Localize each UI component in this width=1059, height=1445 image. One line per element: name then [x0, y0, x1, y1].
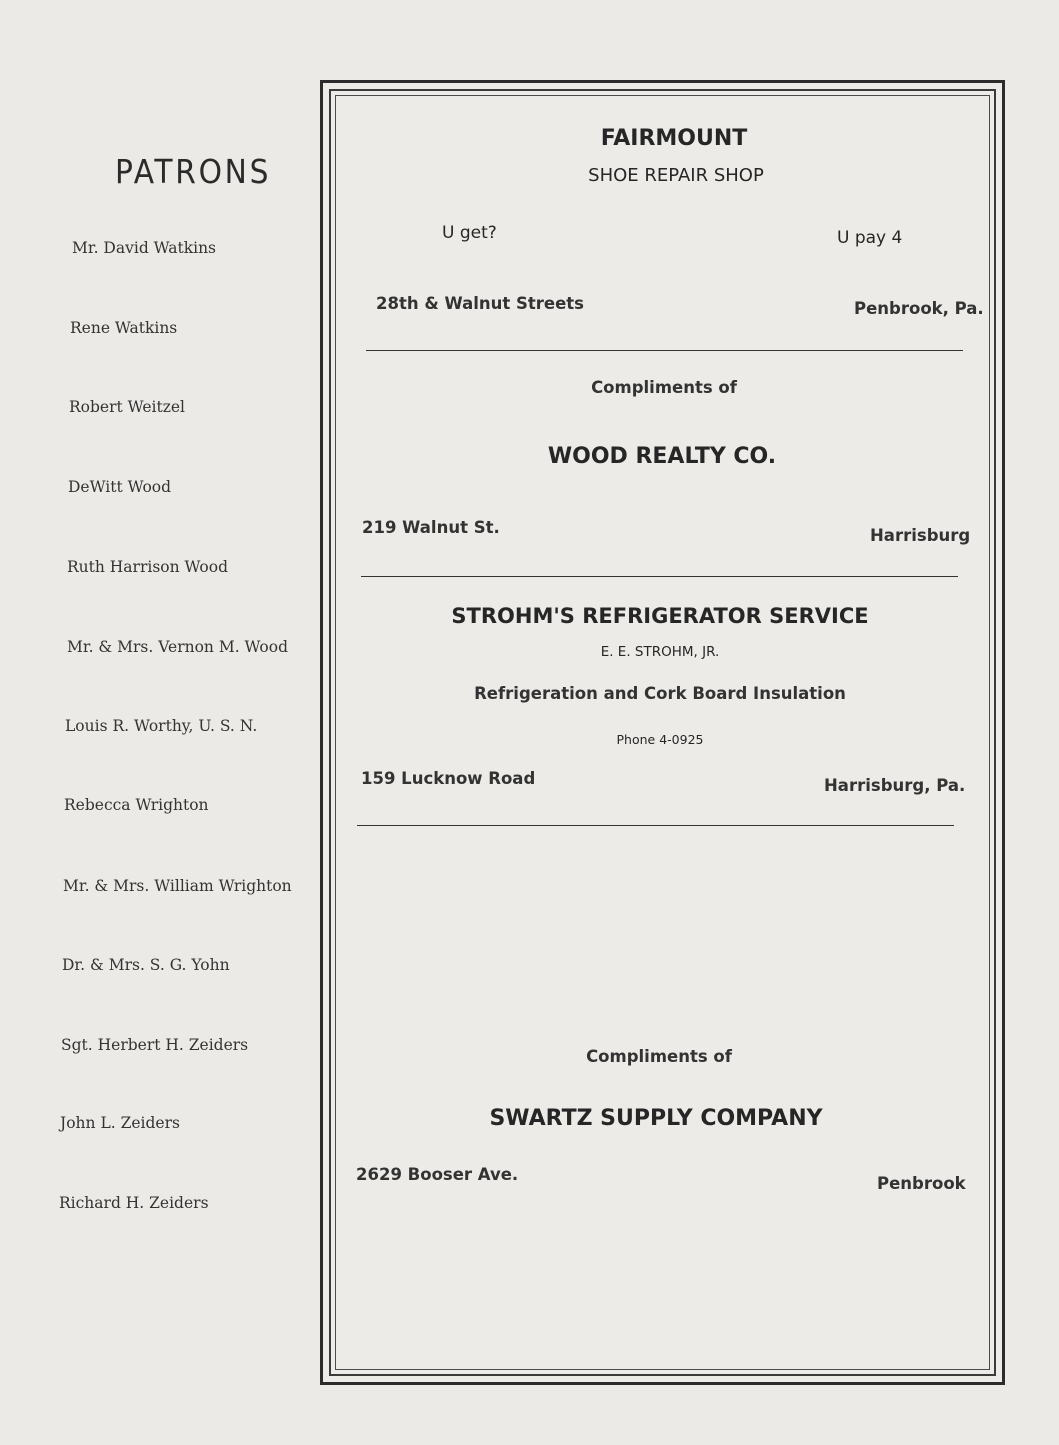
- patron-name: Ruth Harrison Wood: [67, 558, 228, 576]
- fairmount-name: FAIRMOUNT: [600, 126, 748, 151]
- fairmount-subtitle: SHOE REPAIR SHOP: [588, 165, 764, 186]
- strohm-name: STROHM'S REFRIGERATOR SERVICE: [451, 604, 869, 628]
- swartz-address: 2629 Booser Ave.: [356, 1165, 519, 1184]
- strohm-phone: Phone 4-0925: [616, 732, 704, 747]
- fairmount-city: Penbrook, Pa.: [854, 299, 984, 318]
- patron-name: Richard H. Zeiders: [59, 1194, 209, 1212]
- strohm-services: Refrigeration and Cork Board Insulation: [474, 684, 846, 703]
- patron-name: Robert Weitzel: [69, 398, 185, 416]
- patron-name: Sgt. Herbert H. Zeiders: [61, 1036, 249, 1054]
- section-divider: [366, 350, 963, 351]
- patron-name: Mr. & Mrs. William Wrighton: [63, 877, 292, 895]
- patron-name: Mr. & Mrs. Vernon M. Wood: [67, 638, 289, 656]
- fairmount-address: 28th & Walnut Streets: [376, 294, 584, 313]
- swartz-intro: Compliments of: [586, 1047, 732, 1066]
- fairmount-slogan-right: U pay 4: [837, 228, 903, 248]
- patron-name: Rebecca Wrighton: [64, 796, 209, 814]
- wood-realty-city: Harrisburg: [870, 526, 971, 545]
- patron-name: DeWitt Wood: [68, 478, 172, 496]
- section-divider: [357, 825, 954, 826]
- strohm-address: 159 Lucknow Road: [361, 769, 536, 788]
- patron-name: Rene Watkins: [70, 319, 178, 337]
- swartz-city: Penbrook: [877, 1174, 966, 1193]
- patron-name: Louis R. Worthy, U. S. N.: [65, 717, 258, 735]
- wood-realty-address: 219 Walnut St.: [362, 518, 500, 537]
- section-divider: [361, 576, 958, 577]
- strohm-city: Harrisburg, Pa.: [824, 776, 966, 795]
- patrons-title: PATRONS: [115, 152, 272, 191]
- wood-realty-intro: Compliments of: [591, 378, 737, 397]
- swartz-name: SWARTZ SUPPLY COMPANY: [489, 1106, 823, 1131]
- fairmount-slogan-left: U get?: [442, 223, 497, 243]
- patron-name: Mr. David Watkins: [72, 239, 217, 257]
- strohm-owner: E. E. STROHM, JR.: [600, 644, 720, 660]
- patron-name: Dr. & Mrs. S. G. Yohn: [62, 956, 230, 974]
- wood-realty-name: WOOD REALTY CO.: [547, 444, 777, 469]
- patron-name: John L. Zeiders: [60, 1114, 180, 1132]
